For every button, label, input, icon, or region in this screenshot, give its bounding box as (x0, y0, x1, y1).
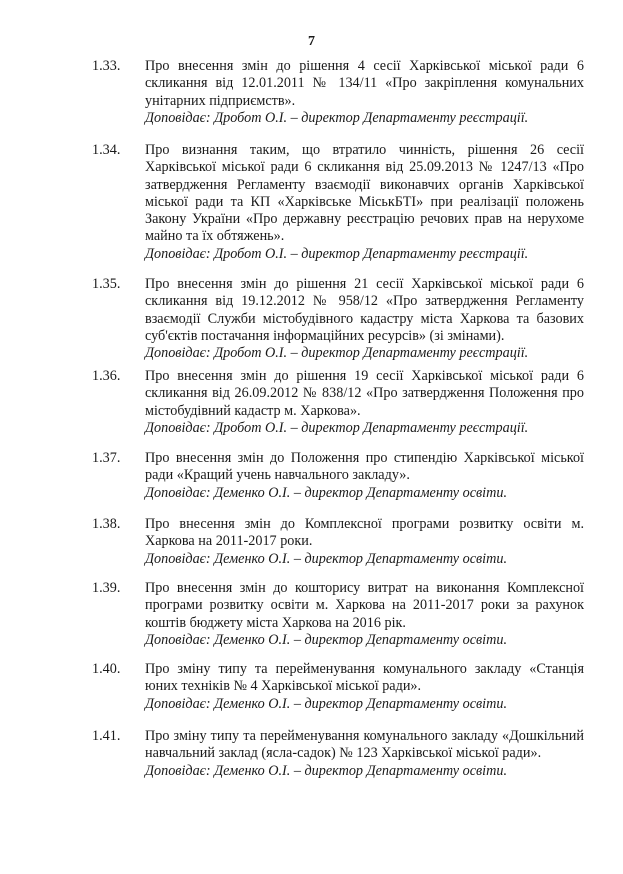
item-speaker: Доповідає: Дробот О.І. – директор Департаменту реєстрації. (145, 419, 529, 436)
item-number: 1.40. (92, 661, 121, 677)
item-number: 1.38. (92, 516, 121, 532)
item-number: 1.39. (92, 580, 121, 596)
item-title: Про внесення змін до кошторису витрат на виконання Комплексної програми розвитку освіти м. Харкова на 2011-2017 роки за рахунок коштів бюджету міста Харкова на 2016 рік. (145, 580, 584, 631)
agenda-item (92, 368, 584, 437)
item-title: Про зміну типу та перейменування комунального закладу «Станція юних техніків № 4 Харківської міської ради». (145, 661, 584, 695)
item-title: Про внесення змін до Положення про стипендію Харківської міської ради «Кращий учень навчального закладу». (145, 450, 584, 484)
item-speaker: Доповідає: Дробот О.І. – директор Департаменту реєстрації. (145, 109, 529, 126)
item-number: 1.35. (92, 276, 121, 292)
item-speaker: Доповідає: Деменко О.І. – директор Департаменту освіти. (145, 484, 508, 501)
agenda-item (92, 516, 584, 568)
agenda-item (92, 58, 584, 127)
agenda-item (92, 450, 584, 502)
item-title: Про визнання таким, що втратило чинність, рішення 26 сесії Харківської міської ради 6 скликання від 25.09.2013 № 1247/13 «Про затвердження Регламенту взаємодії виконавчих органів Харківської міської ради та КП «Харківське МіськБТІ» при реалізації положень Закону України «Про державну реєстрацію речових прав на нерухоме майно та їх обтяжень». (145, 142, 584, 245)
item-title: Про зміну типу та перейменування комунального закладу «Дошкільний навчальний заклад (ясла-садок) № 123 Харківської міської ради». (145, 728, 584, 762)
agenda-item (92, 142, 584, 263)
item-title: Про внесення змін до Комплексної програми розвитку освіти м. Харкова на 2011-2017 роки. (145, 516, 584, 550)
item-speaker: Доповідає: Дробот О.І. – директор Департаменту реєстрації. (145, 245, 529, 262)
item-speaker: Доповідає: Деменко О.І. – директор Департаменту освіти. (145, 550, 508, 567)
item-number: 1.41. (92, 728, 121, 744)
page-number: 7 (308, 34, 315, 49)
agenda-item (92, 580, 584, 649)
item-number: 1.34. (92, 142, 121, 158)
item-number: 1.33. (92, 58, 121, 74)
item-title: Про внесення змін до рішення 19 сесії Харківської міської ради 6 скликання від 26.09.2012 № 838/12 «Про затвердження Положення про містобудівний кадастр м. Харкова». (145, 368, 584, 419)
agenda-item (92, 728, 584, 780)
item-speaker: Доповідає: Дробот О.І. – директор Департаменту реєстрації. (145, 345, 529, 362)
agenda-item (92, 661, 584, 713)
item-title: Про внесення змін до рішення 4 сесії Харківської міської ради 6 скликання від 12.01.2011 № 134/11 «Про закріплення комунальних унітарних підприємств». (145, 58, 584, 109)
item-number: 1.36. (92, 368, 121, 384)
agenda-item (92, 276, 584, 362)
item-speaker: Доповідає: Деменко О.І. – директор Департаменту освіти. (145, 631, 508, 648)
item-number: 1.37. (92, 450, 121, 466)
item-speaker: Доповідає: Деменко О.І. – директор Департаменту освіти. (145, 762, 508, 779)
item-title: Про внесення змін до рішення 21 сесії Харківської міської ради 6 скликання від 19.12.2012 № 958/12 «Про затвердження Регламенту взаємодії Служби містобудівного кадастру міста Харкова та базових суб'єктів постачання інформаційних ресурсів» (зі змінами). (145, 276, 584, 344)
item-speaker: Доповідає: Деменко О.І. – директор Департаменту освіти. (145, 695, 508, 712)
